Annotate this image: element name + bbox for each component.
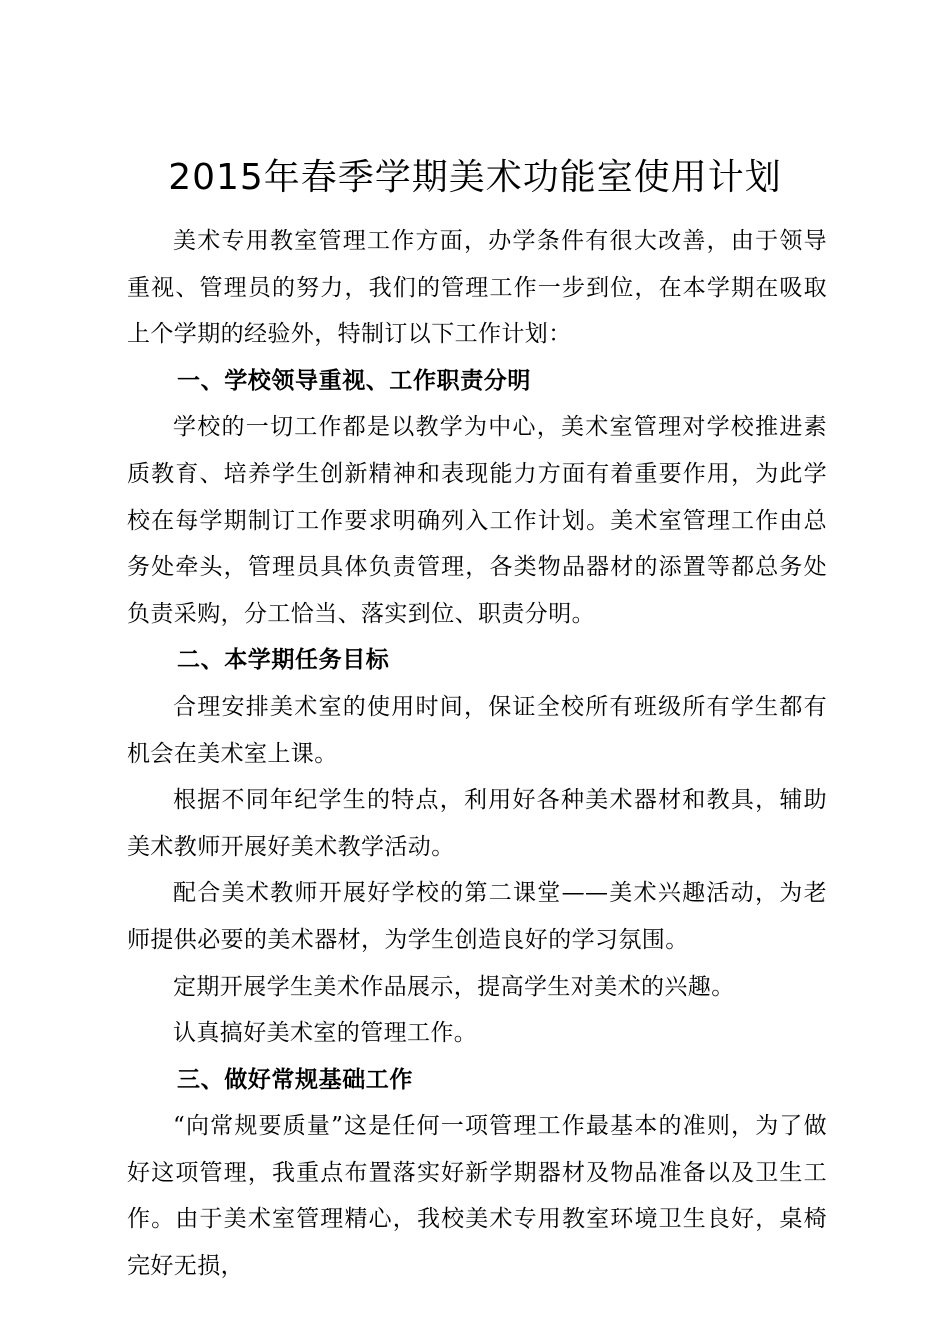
section-1-paragraph: 学校的一切工作都是以教学为中心，美术室管理对学校推进素质教育、培养学生创新精神和表现能力方面有着重要作用，为此学校在每学期制订工作要求明确列入工作计划。美术室管理工作由总务处牵头，管理员具体负责管理，各类物品器材的添置等都总务处负责采购，分工恰当、落实到位、职责分明。 <box>127 414 827 627</box>
section-2-heading: 二、本学期任务目标 <box>177 647 390 674</box>
section-2-paragraph-2: 根据不同年纪学生的特点，利用好各种美术器材和教具，辅助美术教师开展好美术教学活动。 <box>127 787 827 860</box>
intro-paragraph: 美术专用教室管理工作方面，办学条件有很大改善，由于领导重视、管理员的努力，我们的管理工作一步到位，在本学期在吸取上个学期的经验外，特制订以下工作计划： <box>127 228 827 348</box>
section-2-paragraph-4: 定期开展学生美术作品展示，提高学生对美术的兴趣。 <box>173 973 735 1000</box>
document-title: 2015年春季学期美术功能室使用计划 <box>168 157 782 198</box>
section-2-paragraph-5: 认真搞好美术室的管理工作。 <box>173 1020 478 1047</box>
section-1-heading: 一、学校领导重视、工作职责分明 <box>177 367 531 394</box>
document-body <box>127 218 827 1290</box>
section-2-paragraph-1: 合理安排美术室的使用时间，保证全校所有班级所有学生都有机会在美术室上课。 <box>127 693 827 767</box>
section-2-paragraph-3: 配合美术教师开展好学校的第二课堂——美术兴趣活动，为老师提供必要的美术器材，为学生创造良好的学习氛围。 <box>127 880 827 953</box>
section-3-heading: 三、做好常规基础工作 <box>177 1066 413 1093</box>
section-3-paragraph: “向常规要质量”这是任何一项管理工作最基本的准则，为了做好这项管理，我重点布置落实好新学期器材及物品准备以及卫生工作。由于美术室管理精心，我校美术专用教室环境卫生良好，桌椅完好无损， <box>127 1113 827 1280</box>
